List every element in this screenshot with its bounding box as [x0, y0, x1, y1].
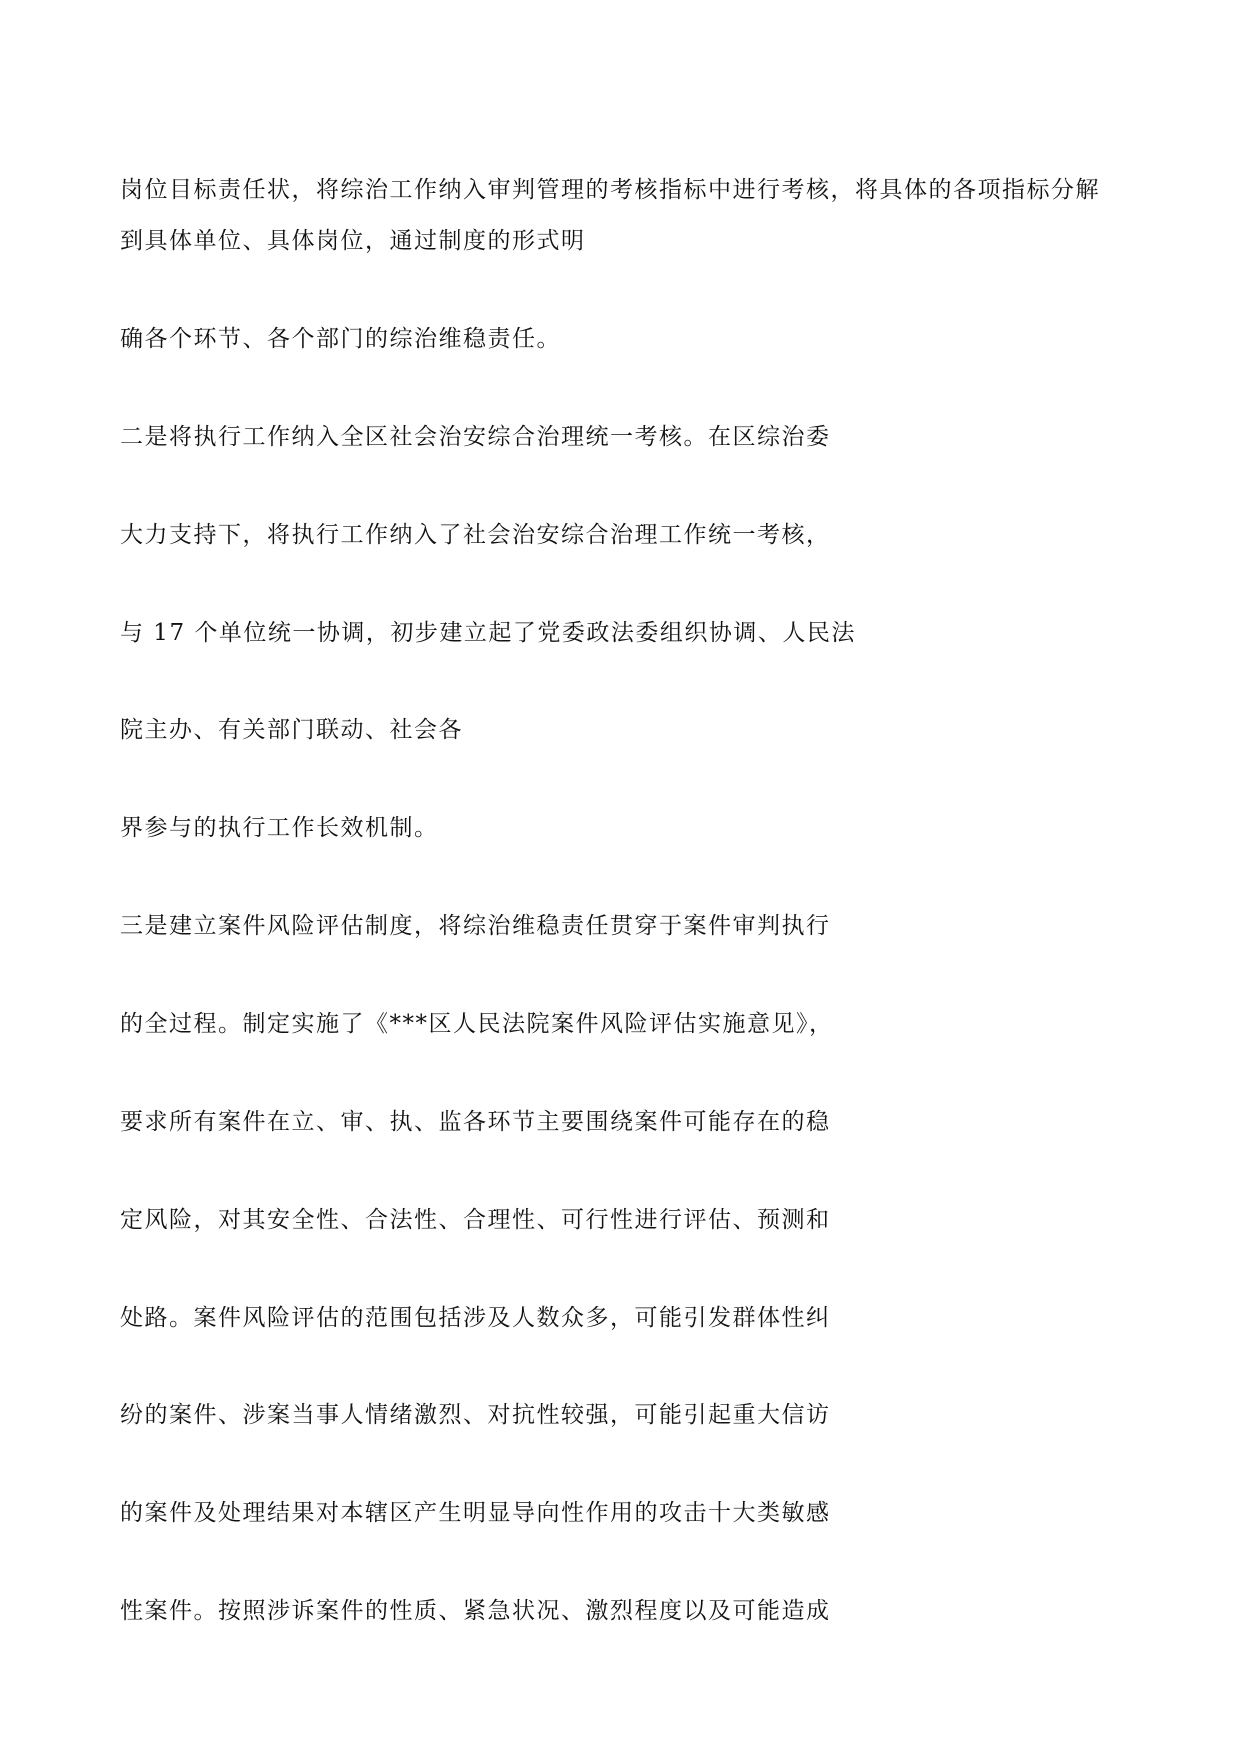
- text-line: 界参与的执行工作长效机制。: [120, 815, 439, 841]
- text-line: 与 17 个单位统一协调，初步建立起了党委政法委组织协调、人民法: [120, 620, 856, 646]
- text-line: 确各个环节、各个部门的综治维稳责任。: [120, 326, 561, 352]
- text-line: 纷的案件、涉案当事人情绪激烈、对抗性较强，可能引起重大信访: [120, 1402, 831, 1428]
- text-line: 要求所有案件在立、审、执、监各环节主要围绕案件可能存在的稳: [120, 1109, 831, 1135]
- text-line: 定风险，对其安全性、合法性、合理性、可行性进行评估、预测和: [120, 1207, 831, 1233]
- text-line: 大力支持下，将执行工作纳入了社会治安综合治理工作统一考核，: [120, 522, 831, 548]
- text-line: 的案件及处理结果对本辖区产生明显导向性作用的攻击十大类敏感: [120, 1500, 831, 1526]
- text-line: 二是将执行工作纳入全区社会治安综合治理统一考核。在区综治委: [120, 424, 831, 450]
- text-line: 三是建立案件风险评估制度，将综治维稳责任贯穿于案件审判执行: [120, 913, 831, 939]
- text-line: 岗位目标责任状，将综治工作纳入审判管理的考核指标中进行考核，将具体的各项指标分解: [120, 177, 1100, 203]
- text-line: 的全过程。制定实施了《***区人民法院案件风险评估实施意见》，: [120, 1011, 834, 1037]
- text-line: 处路。案件风险评估的范围包括涉及人数众多，可能引发群体性纠: [120, 1305, 831, 1331]
- text-line: 到具体单位、具体岗位，通过制度的形式明: [120, 228, 586, 254]
- text-line: 性案件。按照涉诉案件的性质、紧急状况、激烈程度以及可能造成: [120, 1598, 831, 1624]
- text-line: 院主办、有关部门联动、社会各: [120, 717, 463, 743]
